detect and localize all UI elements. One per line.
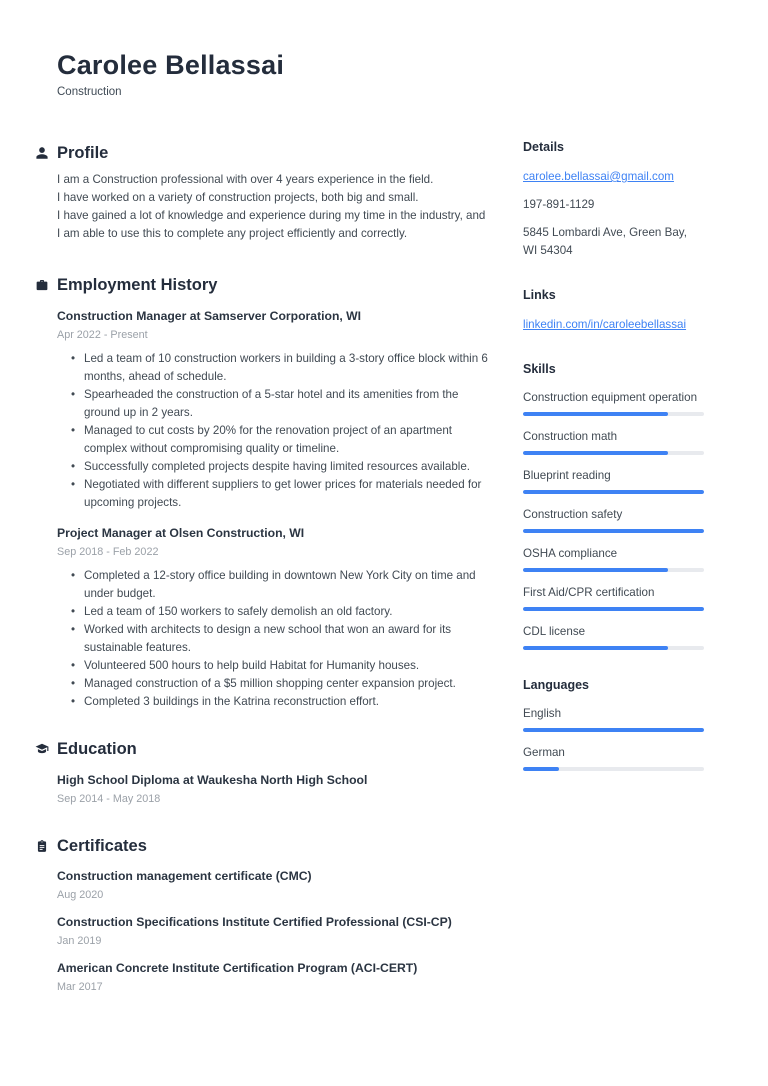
employment-section-heading [35, 275, 490, 295]
skill-item [523, 585, 704, 611]
skill-label: Construction safety [523, 508, 623, 521]
skill-bar [523, 646, 704, 650]
education-section [57, 739, 490, 806]
email-link-row [523, 168, 704, 186]
skill-bar [523, 568, 704, 572]
skill-bar [523, 607, 704, 611]
skill-item [523, 468, 704, 494]
job-entry [57, 524, 490, 711]
skill-bar [523, 529, 704, 533]
job-bullet-list [57, 350, 490, 512]
skill-label: OSHA compliance [523, 547, 618, 560]
language-item [523, 745, 704, 771]
skill-bar-fill [523, 646, 668, 650]
profile-section [57, 143, 490, 243]
details-heading: Details [523, 140, 564, 154]
certificates-section [57, 836, 490, 994]
job-bullet: • Managed to cut costs by 20% for the renovation project of an apartment complex without compromising quality or timeline. [84, 422, 490, 458]
job-bullet: • Volunteered 500 hours to help build Habitat for Humanity houses. [84, 657, 490, 675]
skill-bar-fill [523, 490, 704, 494]
language-label: English [523, 707, 562, 720]
certificates-section-heading [35, 836, 490, 856]
job-bullet: • Worked with architects to design a new school that won an award for its sustainable features. [84, 621, 490, 657]
certificates-section-title: Certificates [57, 837, 147, 855]
certificate-date: Jan 2019 [57, 935, 102, 947]
certificate-title: Construction Specifications Institute Certified Professional (CSI-CP) [57, 915, 452, 929]
sidebar-column [523, 139, 704, 1086]
address: 5845 Lombardi Ave, Green Bay, WI 54304 [523, 226, 687, 257]
candidate-job-title: Construction [57, 86, 122, 98]
language-item [523, 706, 704, 732]
profile-section-heading [35, 143, 490, 163]
job-bullet: • Successfully completed projects despite having limited resources available. [84, 458, 490, 476]
profile-line: I am a Construction professional with over 4 years experience in the field. [57, 173, 434, 186]
certificate-date: Aug 2020 [57, 889, 104, 901]
skills-heading: Skills [523, 362, 556, 376]
skill-item [523, 624, 704, 650]
languages-section [523, 677, 704, 771]
certificate-entry [57, 913, 490, 948]
email-link[interactable]: carolee.bellassai@gmail.com [523, 170, 674, 183]
skill-item [523, 507, 704, 533]
skill-label: CDL license [523, 625, 586, 638]
certificate-title: Construction management certificate (CMC) [57, 869, 312, 883]
skill-bar [523, 412, 704, 416]
certificate-title: American Concrete Institute Certification Program (ACI-CERT) [57, 961, 418, 975]
skill-bar-fill [523, 529, 704, 533]
languages-heading: Languages [523, 678, 589, 692]
language-bar-fill [523, 767, 559, 771]
certificate-entry [57, 867, 490, 902]
candidate-name: Carolee Bellassai [57, 50, 285, 80]
person-icon [35, 146, 49, 160]
job-dates: Sep 2018 - Feb 2022 [57, 546, 159, 558]
job-bullet: • Completed 3 buildings in the Katrina reconstruction effort. [84, 693, 490, 711]
skill-label: Blueprint reading [523, 469, 611, 482]
job-title: Construction Manager at Samserver Corporation, WI [57, 309, 362, 323]
profile-line: I have gained a lot of knowledge and experience during my time in the industry, and I am able to use this to complete any project efficiently and correctly. [57, 209, 486, 240]
job-bullet: • Completed a 12-story office building in downtown New York City on time and under budget. [84, 567, 490, 603]
certificate-date: Mar 2017 [57, 981, 103, 993]
links-section [523, 287, 704, 334]
education-title: High School Diploma at Waukesha North High School [57, 773, 368, 787]
phone-number: 197-891-1129 [523, 198, 595, 211]
links-heading: Links [523, 288, 556, 302]
job-bullet: • Negotiated with different suppliers to get lower prices for materials needed for upcoming projects. [84, 476, 490, 512]
employment-history-section [57, 275, 490, 711]
skill-label: Construction math [523, 430, 618, 443]
job-bullet-list [57, 567, 490, 711]
education-section-title: Education [57, 740, 137, 758]
skill-bar [523, 490, 704, 494]
skill-bar-fill [523, 568, 668, 572]
skill-bar-fill [523, 451, 668, 455]
skill-label: Construction equipment operation [523, 391, 698, 404]
job-dates: Apr 2022 - Present [57, 329, 148, 341]
profile-line: I have worked on a variety of construction projects, both big and small. [57, 191, 419, 204]
profile-section-title: Profile [57, 144, 109, 162]
job-bullet: • Spearheaded the construction of a 5-star hotel and its amenities from the ground up in 2 years. [84, 386, 490, 422]
job-title: Project Manager at Olsen Construction, WI [57, 526, 305, 540]
education-entry [57, 771, 490, 806]
language-bar-fill [523, 728, 704, 732]
linkedin-link[interactable]: linkedin.com/in/caroleebellassai [523, 318, 687, 331]
main-column [57, 50, 490, 1086]
details-section [523, 139, 704, 260]
skill-item [523, 390, 704, 416]
language-bar [523, 767, 704, 771]
job-bullet: • Led a team of 10 construction workers in building a 3-story office block within 6 months, ahead of schedule. [84, 350, 490, 386]
clipboard-icon [35, 839, 49, 853]
certificate-entry [57, 959, 490, 994]
education-section-heading [35, 739, 490, 759]
profile-text [57, 171, 490, 243]
skill-item [523, 429, 704, 455]
education-dates: Sep 2014 - May 2018 [57, 793, 161, 805]
graduation-cap-icon [35, 742, 49, 756]
job-bullet: • Led a team of 150 workers to safely demolish an old factory. [84, 603, 490, 621]
skill-bar-fill [523, 412, 668, 416]
skills-section [523, 361, 704, 650]
resume-header [57, 50, 490, 99]
briefcase-icon [35, 278, 49, 292]
skill-label: First Aid/CPR certification [523, 586, 655, 599]
skill-bar-fill [523, 607, 704, 611]
language-label: German [523, 746, 565, 759]
employment-section-title: Employment History [57, 276, 218, 294]
skill-bar [523, 451, 704, 455]
language-bar [523, 728, 704, 732]
job-entry [57, 307, 490, 512]
linkedin-link-row [523, 316, 704, 334]
job-bullet: • Managed construction of a $5 million shopping center expansion project. [84, 675, 490, 693]
skill-item [523, 546, 704, 572]
